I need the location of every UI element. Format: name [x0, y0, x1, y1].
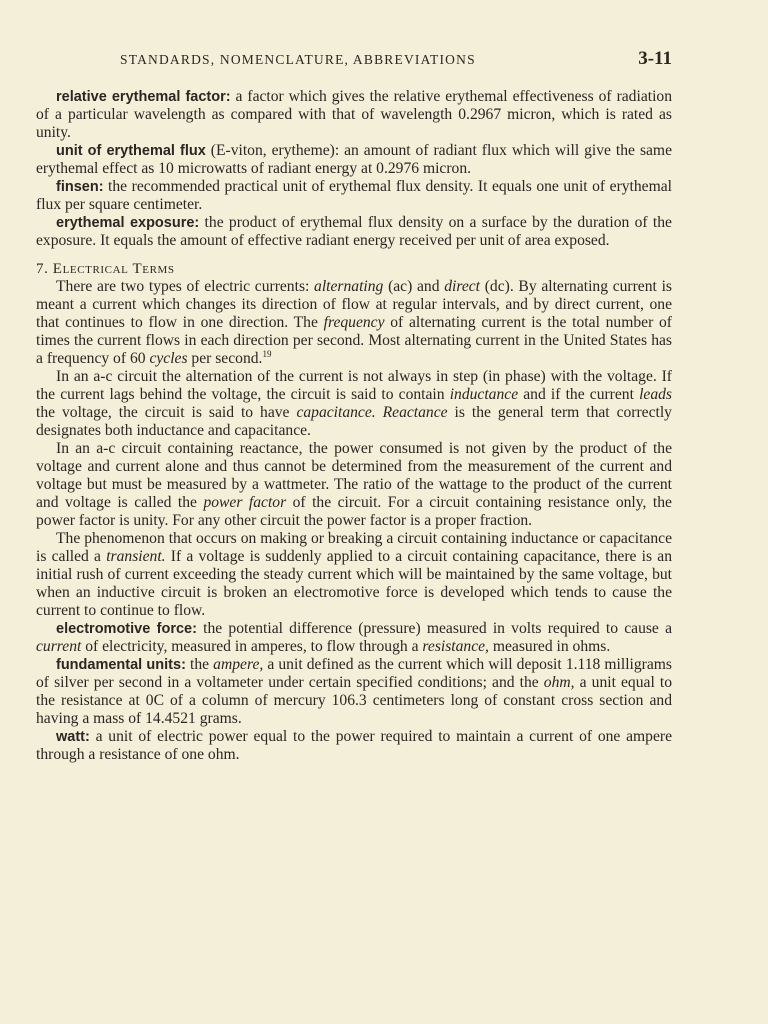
- definition-text: the recommended practical unit of erythemal flux density. It equals one unit of erythemal flux per square centimeter.: [36, 178, 672, 213]
- page-header: [36, 46, 672, 76]
- italic-term: inductance: [449, 386, 519, 403]
- text-run: a unit defined as the current which will deposit 1.118 milligrams of silver per second in a voltameter under certain specified conditions; and the: [36, 656, 672, 691]
- footnote-marker: 19: [262, 348, 272, 359]
- term-label: relative erythemal factor:: [56, 89, 231, 105]
- text-run: (dc). By alternating current is meant a current which changes its direction of flow at regular intervals, and by direct current, one that continues to flow in one direction. The: [36, 278, 672, 331]
- term-label: electromotive force:: [56, 621, 197, 637]
- italic-term: alternating: [314, 278, 384, 295]
- text-run: and if the current: [518, 386, 640, 403]
- definition-unit-of-erythemal-flux: [36, 142, 672, 178]
- text-run: In an a-c circuit containing reactance, the power consumed is not given by the product of the voltage and current alone and thus cannot be determined from the measurement of the current and voltage but must be measured by a wattmeter. The ratio of the wattage to the product of the current and voltage is called the: [36, 440, 672, 511]
- section-heading: 7. Electrical Terms: [36, 261, 175, 277]
- definition-electromotive-force: [36, 620, 672, 656]
- definition-text: the product of erythemal flux density on a surface by the duration of the exposure. It equals the amount of effective radiant energy received per unit of area exposed.: [36, 214, 672, 249]
- text-run: is the general term that correctly designates both inductance and capacitance.: [36, 404, 672, 439]
- text-run: of the circuit. For a circuit containing resistance only, the power factor is unity. For any other circuit the power factor is a proper fraction.: [36, 494, 672, 529]
- paragraph-power-factor: [36, 440, 672, 530]
- paragraph-transient: [36, 530, 672, 620]
- italic-term: leads: [639, 386, 672, 403]
- definition-erythemal-exposure: [36, 214, 672, 250]
- italic-term: Reactance: [382, 404, 448, 421]
- text-run: The phenomenon that occurs on making or breaking a circuit containing inductance or capacitance is called a: [36, 530, 672, 565]
- text-run: per second.: [187, 350, 263, 367]
- paragraph-current-types: [36, 278, 672, 368]
- term-label: watt:: [56, 729, 90, 745]
- definition-relative-erythemal-factor: [36, 88, 672, 142]
- definition-text: a factor which gives the relative erythemal effectiveness of radiation of a particular wavelength as compared with that of wavelength 0.2967 micron, which is rated as unity.: [36, 88, 672, 141]
- term-label: erythemal exposure:: [56, 215, 200, 231]
- definition-text: a unit of electric power equal to the power required to maintain a current of one ampere through a resistance of one ohm.: [36, 728, 672, 763]
- italic-term: ampere,: [213, 656, 264, 673]
- text-run: (ac) and: [383, 278, 445, 295]
- term-label: fundamental units:: [56, 657, 186, 673]
- term-label: unit of erythemal flux: [56, 143, 206, 159]
- definition-watt: [36, 728, 672, 764]
- italic-term: ohm,: [543, 674, 575, 691]
- text-run: of electricity, measured in amperes, to flow through a: [81, 638, 423, 655]
- text-run: a unit equal to the resistance at 0C of a column of mercury 106.3 centimeters long of constant cross section and having a mass of 14.4521 grams.: [36, 674, 672, 727]
- definition-text: (E-viton, erytheme): an amount of radiant flux which will give the same erythemal effect as 10 microwatts of radiant energy at 0.2976 micron.: [36, 142, 672, 177]
- body-text: [36, 88, 672, 764]
- italic-term: power factor: [203, 494, 287, 511]
- text-run: the potential difference (pressure) measured in volts required to cause a: [196, 620, 672, 637]
- text-run: [376, 404, 383, 421]
- italic-term: frequency: [323, 314, 385, 331]
- text-run: the voltage, the circuit is said to have: [36, 404, 297, 421]
- text-run: of alternating current is the total number of times the current flows in each direction per second. Most alternating current in the United States has a frequency of 60: [36, 314, 672, 367]
- text-run: If a voltage is suddenly applied to a circuit containing capacitance, there is an initial rush of current exceeding the steady current which will be maintained by the same voltage, but when an inductive circuit is broken an electromotive force is developed which tends to cause the current to continue to flow.: [36, 548, 672, 619]
- text-run: the: [185, 656, 214, 673]
- italic-term: current: [36, 638, 82, 655]
- term-label: finsen:: [56, 179, 104, 195]
- document-page: [36, 46, 672, 764]
- italic-term: transient.: [106, 548, 166, 565]
- text-run: There are two types of electric currents:: [56, 278, 315, 295]
- definition-fundamental-units: [36, 656, 672, 728]
- italic-term: capacitance.: [296, 404, 376, 421]
- italic-term: resistance,: [422, 638, 489, 655]
- running-head: STANDARDS, NOMENCLATURE, ABBREVIATIONS: [120, 52, 476, 67]
- text-run: measured in ohms.: [488, 638, 611, 655]
- italic-term: cycles: [149, 350, 188, 367]
- page-number: 3-11: [638, 48, 672, 69]
- italic-term: direct: [444, 278, 481, 295]
- definition-finsen: [36, 178, 672, 214]
- text-run: In an a-c circuit the alternation of the current is not always in step (in phase) with the voltage. If the current lags behind the voltage, the circuit is said to contain: [36, 368, 672, 403]
- paragraph-phase: [36, 368, 672, 440]
